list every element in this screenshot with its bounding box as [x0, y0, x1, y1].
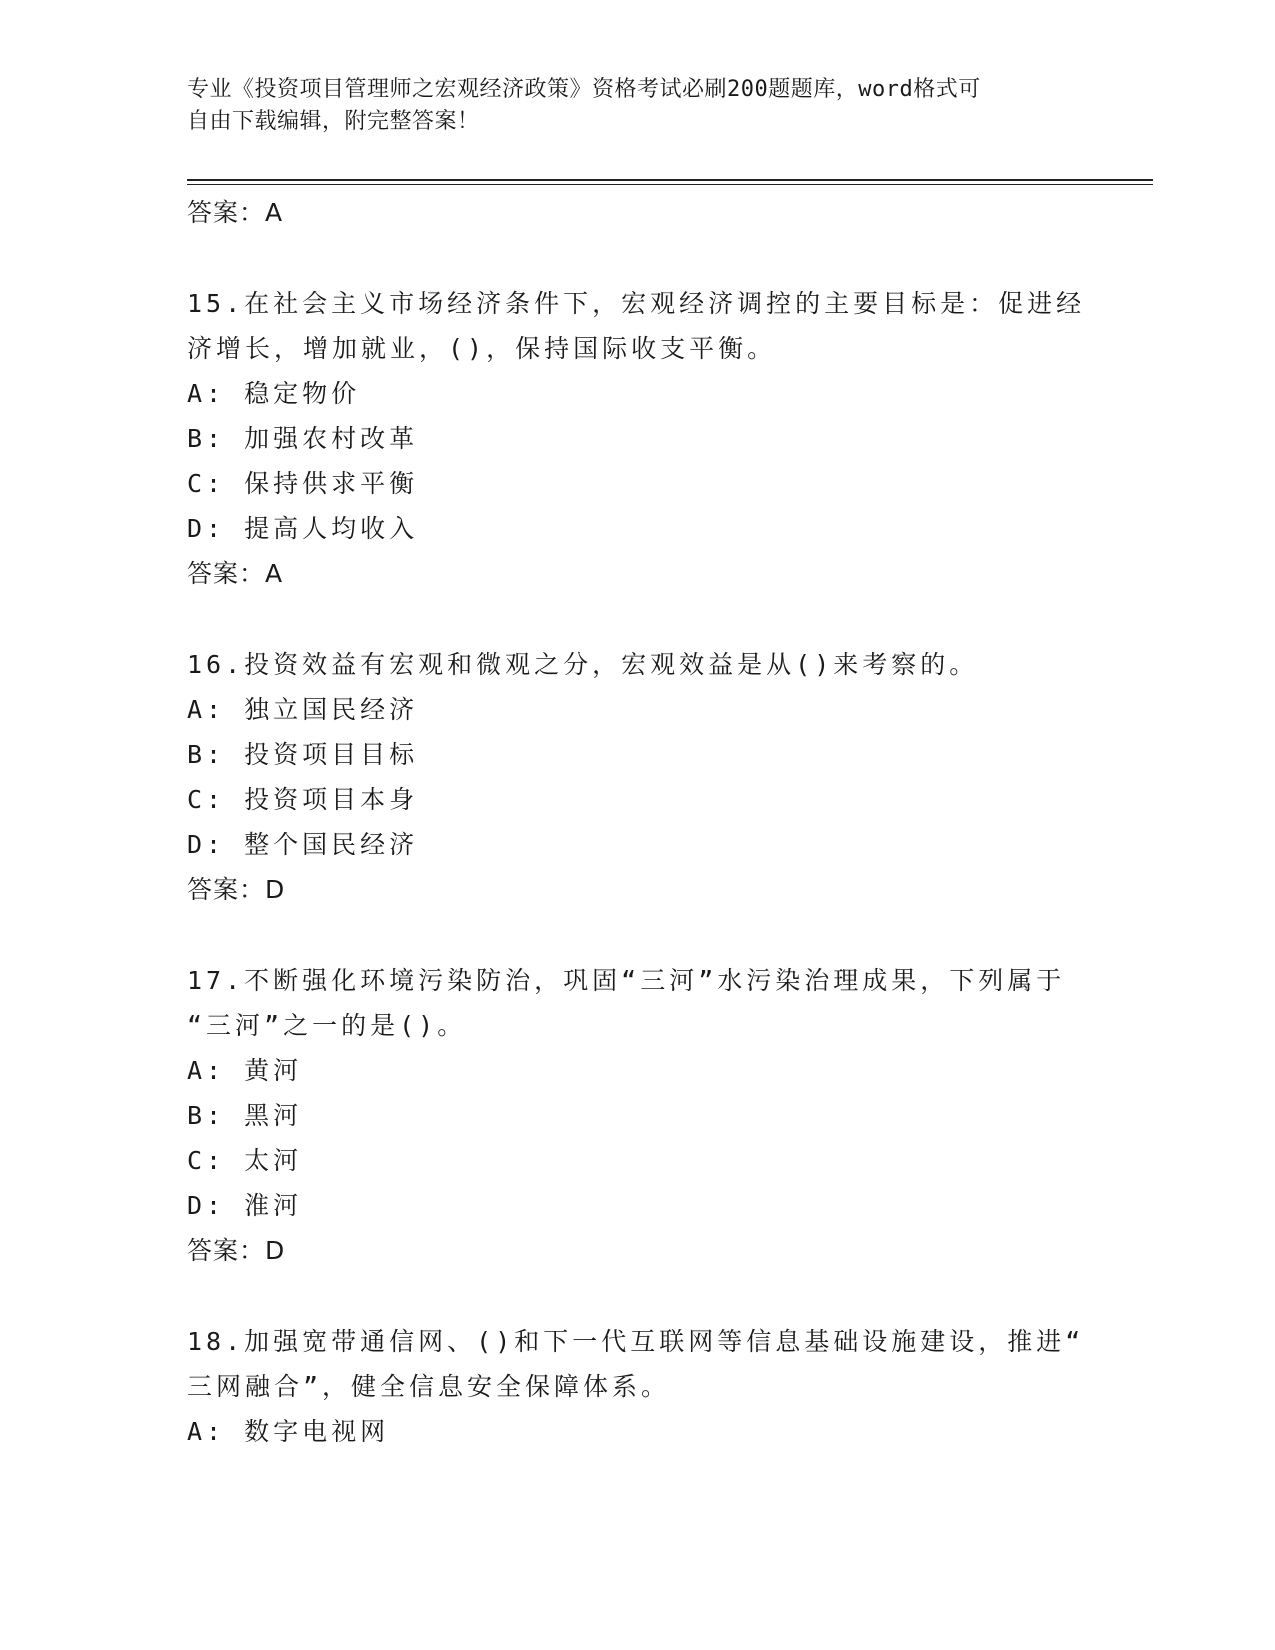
option-letter: A:: [187, 1417, 226, 1446]
answer-line: 答案：A: [187, 559, 284, 588]
option-letter: B:: [187, 1101, 226, 1130]
answer-line: 答案：D: [187, 1236, 286, 1265]
option-letter: B:: [187, 740, 226, 769]
option-text: 黑河: [244, 1101, 303, 1130]
option-text: 黄河: [244, 1056, 303, 1085]
option-c: [187, 461, 1087, 506]
question-text: [187, 958, 1087, 1048]
answer-line: 答案：D: [187, 875, 286, 904]
question-line: 16.投资效益有宏观和微观之分，宏观效益是从()来考察的。: [187, 650, 979, 679]
option-d: [187, 1183, 1087, 1228]
option-letter: D:: [187, 1191, 226, 1220]
option-letter: C:: [187, 1146, 226, 1175]
option-d: [187, 822, 1087, 867]
option-letter: D:: [187, 830, 226, 859]
option-text: 淮河: [244, 1191, 303, 1220]
question-block: [187, 281, 1087, 597]
question-line: “三河”之一的是()。: [187, 1011, 467, 1040]
option-text: 提高人均收入: [244, 514, 419, 543]
option-text: 加强农村改革: [244, 424, 419, 453]
option-c: [187, 777, 1087, 822]
block-spacer: [187, 913, 1087, 958]
option-d: [187, 506, 1087, 551]
document-header: [187, 74, 1067, 138]
question-block: [187, 958, 1087, 1274]
option-text: 整个国民经济: [244, 830, 419, 859]
header-line-1: 专业《投资项目管理师之宏观经济政策》资格考试必刷200题题库，word格式可: [187, 77, 981, 102]
option-letter: A:: [187, 1056, 226, 1085]
option-letter: A:: [187, 379, 226, 408]
option-text: 保持供求平衡: [244, 469, 419, 498]
option-a: [187, 1048, 1087, 1093]
question-line: 三网融合”，健全信息安全保障体系。: [187, 1372, 671, 1401]
option-text: 稳定物价: [244, 379, 361, 408]
option-letter: C:: [187, 469, 226, 498]
option-a: [187, 687, 1087, 732]
header-divider-thin: [187, 184, 1153, 185]
option-letter: C:: [187, 785, 226, 814]
block-spacer: [187, 597, 1087, 642]
answer-line: 答案：A: [187, 198, 284, 227]
question-line: 15.在社会主义市场经济条件下，宏观经济调控的主要目标是：促进经: [187, 289, 1086, 318]
option-b: [187, 416, 1087, 461]
question-line: 18.加强宽带通信网、()和下一代互联网等信息基础设施建设，推进“: [187, 1327, 1085, 1356]
option-a: [187, 1409, 1087, 1454]
option-letter: B:: [187, 424, 226, 453]
header-divider: [187, 179, 1153, 181]
question-block: [187, 1319, 1087, 1454]
question-line: 济增长，增加就业，()，保持国际收支平衡。: [187, 334, 777, 363]
option-b: [187, 732, 1087, 777]
option-letter: D:: [187, 514, 226, 543]
option-letter: A:: [187, 695, 226, 724]
option-c: [187, 1138, 1087, 1183]
question-text: [187, 1319, 1087, 1409]
question-text: [187, 642, 1087, 687]
question-line: 17.不断强化环境污染防治，巩固“三河”水污染治理成果，下列属于: [187, 966, 1066, 995]
option-b: [187, 1093, 1087, 1138]
option-text: 投资项目本身: [244, 785, 419, 814]
question-block: [187, 642, 1087, 913]
block-spacer: [187, 236, 1087, 281]
header-line-2: 自由下载编辑，附完整答案！: [187, 109, 480, 134]
option-a: [187, 371, 1087, 416]
option-text: 独立国民经济: [244, 695, 419, 724]
block-spacer: [187, 1274, 1087, 1319]
question-text: [187, 281, 1087, 371]
option-text: 太河: [244, 1146, 303, 1175]
option-text: 数字电视网: [244, 1417, 390, 1446]
question-list: [187, 190, 1087, 1454]
option-text: 投资项目目标: [244, 740, 419, 769]
